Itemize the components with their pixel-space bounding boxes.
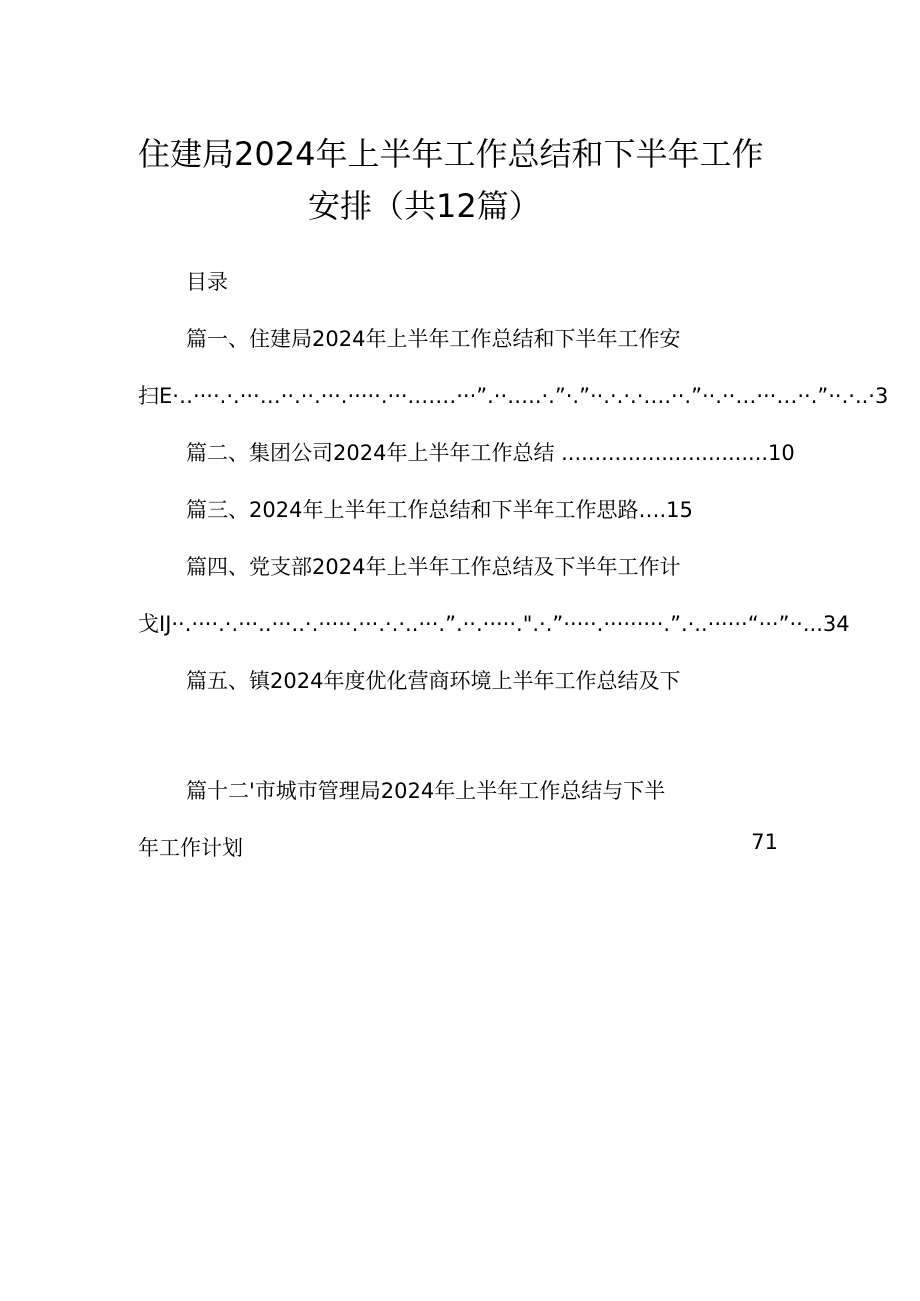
toc-item-1-line-1[interactable]: 篇一、住建局2024年上半年工作总结和下半年工作安 [186,327,681,351]
toc-item-4-line-1[interactable]: 篇四、党支部2024年上半年工作总结及下半年工作计 [186,555,681,579]
toc-item-3[interactable]: 篇三、2024年上半年工作总结和下半年工作思路….15 [186,498,693,522]
toc-item-2[interactable]: 篇二、集团公司2024年上半年工作总结 ...............................10 [186,441,795,465]
toc-item-5[interactable]: 篇五、镇2024年度优化营商环境上半年工作总结及下 [186,669,681,693]
toc-item-1-line-2[interactable]: 扫E·‥····.·.···…··.··.···.·····.···.……···”.··…..·.”·.”··.·.·.·….··.”··.··…···…··.”··.·..·3 [138,384,889,408]
toc-item-4-line-2[interactable]: 戈IJ··.····.·.···..···..·.·····.···.·.·..···.”.··.·····.".·.”·····.·········.”.·..······“···”··...34 [138,612,850,636]
document-title-line-1: 住建局2024年上半年工作总结和下半年工作 [138,135,764,173]
toc-item-12-page-number: 71 [751,830,778,854]
toc-item-12-line-2[interactable]: 年工作计划 [138,836,243,860]
toc-item-12-line-1[interactable]: 篇十二'市城市管理局2024年上半年工作总结与下半 [186,779,666,803]
document-title-line-2: 安排（共12篇） [308,187,541,225]
toc-heading: 目录 [186,270,228,294]
